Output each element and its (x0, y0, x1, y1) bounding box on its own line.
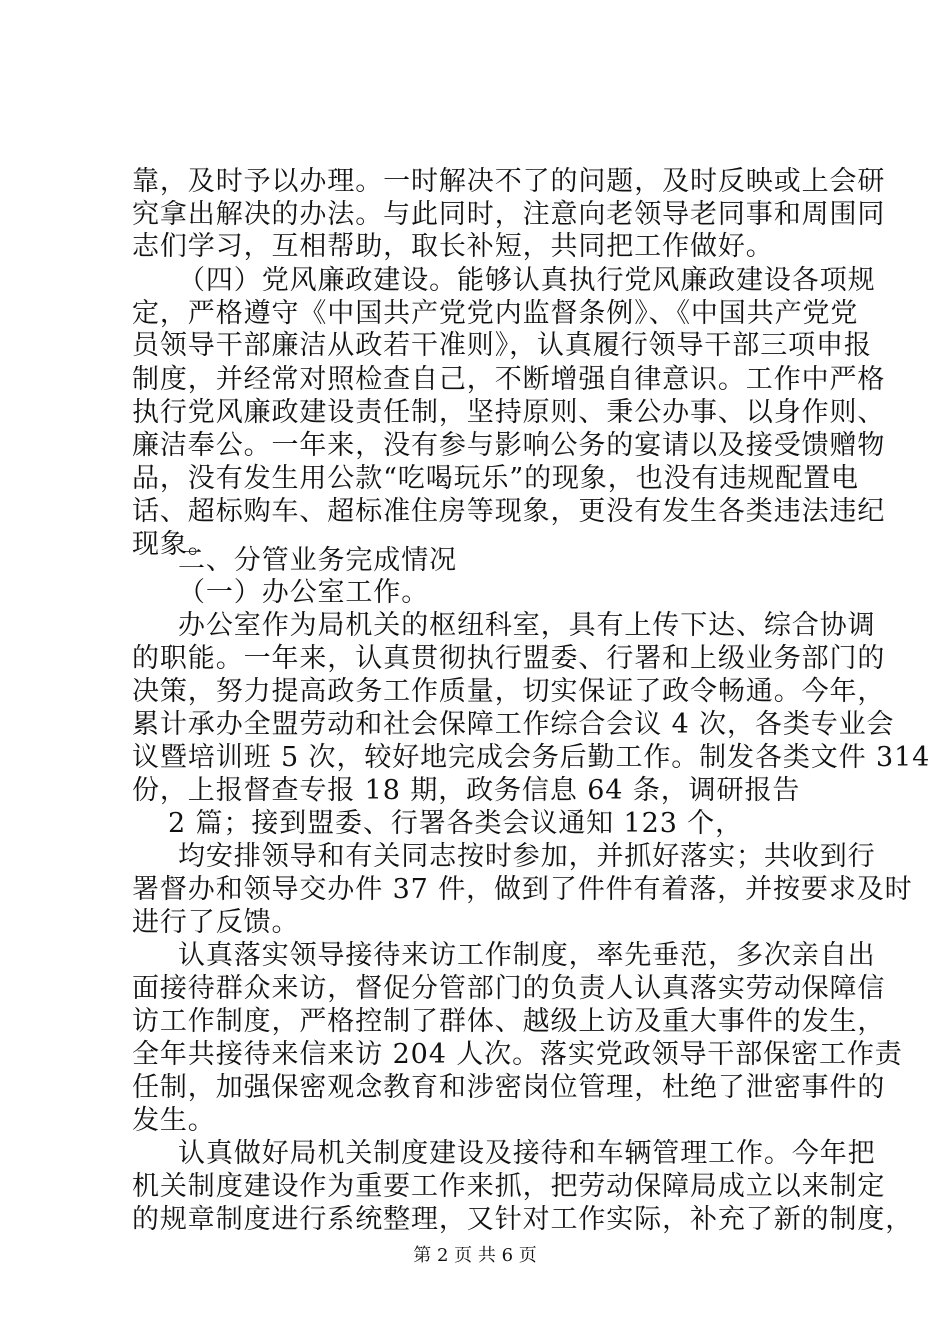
text-line: 志们学习，互相帮助，取长补短，共同把工作做好。 (132, 231, 774, 262)
text-line: 全年共接待来信来访 204 人次。落实党政领导干部保密工作责 (132, 1039, 903, 1070)
section-heading: 二、分管业务完成情况 (178, 545, 457, 576)
text-line: 累计承办全盟劳动和社会保障工作综合会议 4 次，各类专业会 (132, 709, 895, 740)
text-line: 的规章制度进行系统整理，又针对工作实际，补充了新的制度， (132, 1204, 914, 1235)
text-line: 现象。 (132, 529, 216, 560)
text-line: 份，上报督查专报 18 期，政务信息 64 条，调研报告 (132, 775, 801, 806)
text-line: 认真落实领导接待来访工作制度，率先垂范，多次亲自出 (178, 940, 876, 971)
text-line: 执行党风廉政建设责任制，坚持原则、秉公办事、以身作则、 (132, 397, 886, 428)
text-line: 定，严格遵守《中国共产党党内监督条例》、《中国共产党党 (132, 298, 859, 329)
text-line: 靠，及时予以办理。一时解决不了的问题，及时反映或上会研 (132, 166, 886, 197)
text-line: 认真做好局机关制度建设及接待和车辆管理工作。今年把 (178, 1138, 876, 1169)
text-line: 任制，加强保密观念教育和涉密岗位管理，杜绝了泄密事件的 (132, 1072, 886, 1103)
text-line: 的职能。一年来，认真贯彻执行盟委、行署和上级业务部门的 (132, 643, 886, 674)
text-line: 进行了反馈。 (132, 907, 300, 938)
text-line: 员领导干部廉洁从政若干准则》，认真履行领导干部三项申报 (132, 330, 872, 361)
text-line: （四）党风廉政建设。能够认真执行党风廉政建设各项规 (178, 265, 876, 296)
text-line: 均安排领导和有关同志按时参加，并抓好落实；共收到行 (178, 841, 876, 872)
text-line: 面接待群众来访，督促分管部门的负责人认真落实劳动保障信 (132, 973, 886, 1004)
text-line: 2 篇；接到盟委、行署各类会议通知 123 个， (168, 808, 744, 839)
text-line: 办公室作为局机关的枢纽科室，具有上传下达、综合协调 (178, 610, 876, 641)
text-line: 决策，努力提高政务工作质量，切实保证了政令畅通。今年， (132, 676, 886, 707)
text-line: 议暨培训班 5 次，较好地完成会务后勤工作。制发各类文件 314 (132, 742, 931, 773)
text-line: 品，没有发生用公款“吃喝玩乐”的现象，也没有违规配置电 (132, 463, 859, 494)
text-line: 制度，并经常对照检查自己，不断增强自律意识。工作中严格 (132, 364, 886, 395)
text-line: 署督办和领导交办件 37 件，做到了件件有着落，并按要求及时 (132, 874, 913, 905)
page-footer: 第 2 页 共 6 页 (413, 1245, 537, 1266)
text-line: 话、超标购车、超标准住房等现象，更没有发生各类违法违纪 (132, 496, 886, 527)
text-line: 访工作制度，严格控制了群体、越级上访及重大事件的发生， (132, 1006, 886, 1037)
text-line: 究拿出解决的办法。与此同时，注意向老领导老同事和周围同 (132, 199, 886, 230)
text-line: 机关制度建设作为重要工作来抓，把劳动保障局成立以来制定 (132, 1171, 886, 1202)
subsection-heading: （一）办公室工作。 (178, 577, 430, 608)
text-line: 廉洁奉公。一年来，没有参与影响公务的宴请以及接受馈赠物 (132, 430, 886, 461)
text-line: 发生。 (132, 1105, 216, 1136)
